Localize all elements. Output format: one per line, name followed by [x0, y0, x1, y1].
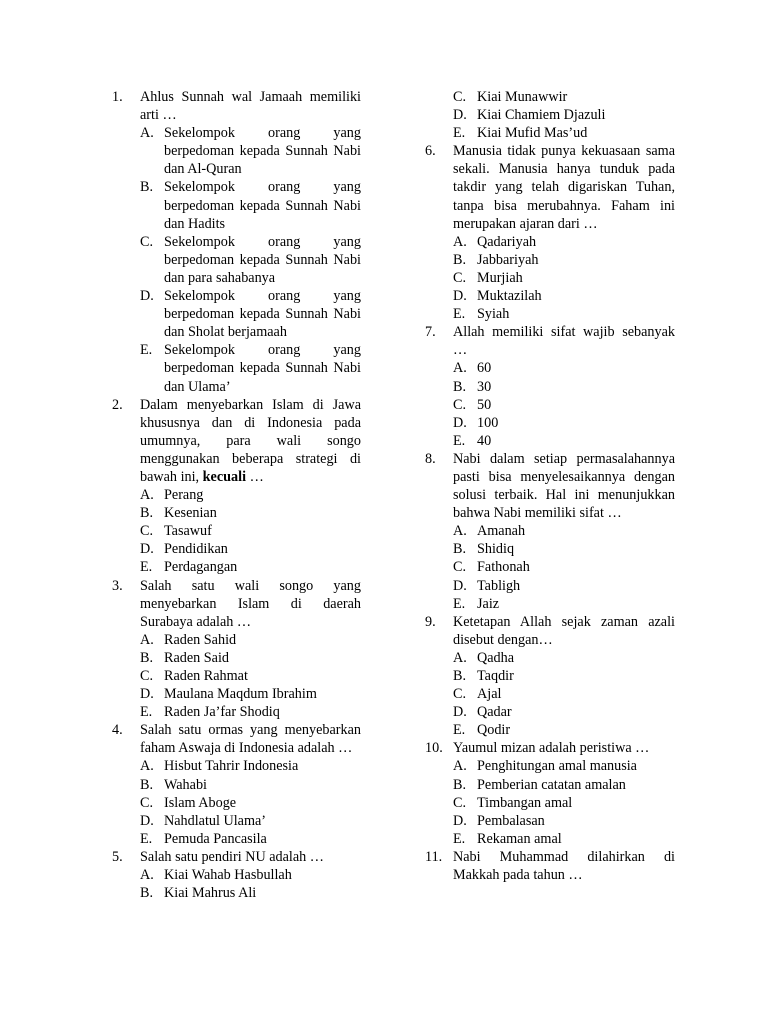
- option-a[interactable]: [453, 233, 675, 251]
- question-number: 1.: [112, 89, 123, 105]
- option-letter: E.: [140, 704, 153, 721]
- question-number: 6.: [425, 143, 436, 160]
- question-number: 5.: [112, 848, 123, 865]
- option-a[interactable]: [140, 631, 361, 649]
- question-1: [112, 88, 361, 396]
- option-a[interactable]: [453, 359, 675, 377]
- option-e[interactable]: [140, 558, 361, 576]
- option-e[interactable]: [140, 341, 361, 395]
- option-letter: D.: [453, 704, 467, 721]
- question-text-main: Dalam menyebarkan Islam di Jawa khususnya dan di Indonesia pada umumnya, para wali songo menggunakan beberapa strategi di bawah ini,: [140, 396, 361, 485]
- option-letter: B.: [453, 776, 467, 793]
- option-text: Pembalasan: [477, 812, 545, 829]
- option-letter: D.: [453, 414, 467, 431]
- option-letter: C.: [140, 523, 154, 540]
- option-text: Maulana Maqdum Ibrahim: [164, 686, 317, 703]
- question-4: [112, 721, 361, 848]
- option-e[interactable]: [453, 595, 675, 613]
- option-text: Fathonah: [477, 559, 530, 576]
- option-text: 60: [477, 360, 492, 377]
- option-letter: D.: [453, 812, 467, 829]
- option-letter: C.: [140, 794, 154, 811]
- option-a[interactable]: [453, 522, 675, 540]
- option-d[interactable]: [453, 414, 675, 432]
- option-letter: B.: [140, 649, 154, 666]
- option-b[interactable]: [140, 504, 361, 522]
- option-text: Kiai Mufid Mas’ud: [477, 125, 588, 142]
- question-text: Nabi Muhammad dilahirkan di Makkah pada tahun …: [453, 848, 675, 884]
- option-b[interactable]: [140, 178, 361, 232]
- question-text: Manusia tidak punya kekuasaan sama sekali. Manusia hanya tunduk pada takdir yang telah digariskan Tuhan, tanpa bisa merubahnya. Faham ini merupakan ajaran dari …: [453, 143, 675, 232]
- option-text: Sekelompok orang yang berpedoman kepada Sunnah Nabi dan para sahabanya: [164, 233, 361, 286]
- option-a[interactable]: [140, 866, 361, 884]
- option-text: Kiai Munawwir: [477, 89, 568, 105]
- option-text: Amanah: [477, 523, 526, 540]
- question-number: 3.: [112, 577, 123, 594]
- question-body: [453, 142, 675, 323]
- option-a[interactable]: [140, 757, 361, 775]
- option-text: Rekaman amal: [477, 830, 562, 847]
- option-letter: B.: [140, 885, 154, 902]
- option-letter: A.: [453, 233, 467, 250]
- option-c[interactable]: [140, 522, 361, 540]
- right-column: [425, 88, 675, 884]
- question-text: Ahlus Sunnah wal Jamaah memiliki arti …: [140, 89, 361, 124]
- option-text: Pendidikan: [164, 541, 228, 558]
- option-letter: C.: [453, 396, 467, 413]
- question-body: [453, 323, 675, 450]
- option-e[interactable]: [453, 432, 675, 450]
- option-a[interactable]: [453, 757, 675, 775]
- option-letter: A.: [453, 649, 467, 666]
- question-body: [453, 848, 675, 884]
- option-text: Taqdir: [477, 668, 514, 684]
- option-letter: B.: [140, 776, 154, 793]
- option-text: Raden Rahmat: [164, 668, 248, 684]
- option-d[interactable]: [453, 703, 675, 721]
- option-c[interactable]: [453, 685, 675, 703]
- question-number: 7.: [425, 324, 436, 341]
- question-text: Yaumul mizan adalah peristiwa …: [453, 740, 650, 757]
- option-text: Timbangan amal: [477, 794, 573, 811]
- option-e[interactable]: [140, 703, 361, 721]
- option-text: Wahabi: [164, 776, 207, 793]
- option-letter: A.: [140, 867, 154, 884]
- question-text: Salah satu ormas yang menyebarkan faham Aswaja di Indonesia adalah …: [140, 722, 361, 757]
- question-text: Salah satu wali songo yang menyebarkan Islam di daerah Surabaya adalah …: [140, 577, 361, 630]
- option-letter: A.: [140, 487, 154, 504]
- option-text: Kiai Chamiem Djazuli: [477, 107, 606, 124]
- option-letter: B.: [453, 251, 467, 268]
- option-text: 40: [477, 432, 492, 449]
- option-letter: A.: [453, 360, 467, 377]
- question-number: 10.: [425, 740, 443, 757]
- option-letter: E.: [453, 125, 466, 142]
- option-b[interactable]: [453, 776, 675, 794]
- left-column: [112, 88, 361, 902]
- question-body: [453, 739, 675, 848]
- option-d[interactable]: [140, 287, 361, 341]
- option-letter: B.: [140, 505, 154, 522]
- question-text: Allah memiliki sifat wajib sebanyak …: [453, 324, 675, 359]
- option-text: Qodir: [477, 722, 511, 739]
- option-letter: C.: [453, 794, 467, 811]
- question-5-continued-options: [425, 88, 675, 142]
- option-text: Kiai Wahab Hasbullah: [164, 867, 292, 884]
- option-a[interactable]: [140, 486, 361, 504]
- option-letter: D.: [140, 686, 154, 703]
- option-letter: A.: [453, 758, 467, 775]
- option-b[interactable]: [453, 251, 675, 269]
- option-text: Pemuda Pancasila: [164, 830, 267, 847]
- option-b[interactable]: [453, 378, 675, 396]
- option-letter: B.: [140, 179, 154, 196]
- option-text: 30: [477, 378, 492, 395]
- option-letter: C.: [140, 233, 154, 250]
- option-d[interactable]: [140, 685, 361, 703]
- option-d[interactable]: [140, 540, 361, 558]
- question-body: [140, 88, 361, 396]
- option-text: Shidiq: [477, 541, 515, 558]
- option-text: 50: [477, 396, 492, 413]
- option-letter: D.: [453, 577, 467, 594]
- option-d[interactable]: [140, 812, 361, 830]
- question-6: [425, 142, 675, 323]
- option-text: 100: [477, 414, 499, 431]
- option-letter: D.: [140, 288, 154, 305]
- option-letter: E.: [453, 595, 466, 612]
- option-text: Perdagangan: [164, 559, 238, 576]
- option-text: Ajal: [477, 686, 502, 703]
- option-text: Sekelompok orang yang berpedoman kepada Sunnah Nabi dan Sholat berjamaah: [164, 288, 361, 341]
- option-c[interactable]: [453, 88, 675, 106]
- option-e[interactable]: [453, 721, 675, 739]
- option-letter: E.: [140, 830, 153, 847]
- option-letter: C.: [453, 686, 467, 703]
- option-text: Raden Said: [164, 649, 230, 666]
- question-text-ellipsis: …: [249, 468, 264, 485]
- option-e[interactable]: [453, 305, 675, 323]
- question-body: [453, 450, 675, 613]
- option-text: Qadha: [477, 649, 515, 666]
- option-e[interactable]: [453, 124, 675, 142]
- option-text: Perang: [164, 487, 204, 504]
- option-e[interactable]: [140, 830, 361, 848]
- option-letter: E.: [140, 342, 153, 359]
- question-8: [425, 450, 675, 613]
- option-text: Jaiz: [477, 595, 500, 612]
- option-e[interactable]: [453, 830, 675, 848]
- question-number: 9.: [425, 613, 436, 630]
- option-letter: B.: [453, 378, 467, 395]
- option-text: Penghitungan amal manusia: [477, 758, 637, 775]
- question-text: Ketetapan Allah sejak zaman azali disebut dengan…: [453, 613, 675, 648]
- option-letter: C.: [453, 269, 467, 286]
- option-text: Qadariyah: [477, 233, 537, 250]
- option-text: Syiah: [477, 306, 510, 323]
- option-b[interactable]: [140, 649, 361, 667]
- option-text: Tasawuf: [164, 523, 212, 540]
- option-text: Sekelompok orang yang berpedoman kepada Sunnah Nabi dan Ulama’: [164, 342, 361, 395]
- option-text: Nahdlatul Ulama’: [164, 812, 267, 829]
- option-b[interactable]: [140, 884, 361, 902]
- option-c[interactable]: [453, 558, 675, 576]
- option-d[interactable]: [453, 812, 675, 830]
- option-c[interactable]: [453, 396, 675, 414]
- option-letter: D.: [140, 812, 154, 829]
- question-7: [425, 323, 675, 450]
- option-b[interactable]: [140, 776, 361, 794]
- option-text: Pemberian catatan amalan: [477, 776, 626, 793]
- option-text: Kiai Mahrus Ali: [164, 885, 257, 902]
- question-2: [112, 396, 361, 577]
- question-11: [425, 848, 675, 884]
- option-letter: E.: [453, 830, 466, 847]
- option-a[interactable]: [140, 124, 361, 178]
- question-9: [425, 613, 675, 740]
- option-letter: C.: [453, 559, 467, 576]
- option-letter: E.: [140, 559, 153, 576]
- option-a[interactable]: [453, 649, 675, 667]
- option-text: Raden Sahid: [164, 631, 237, 648]
- option-letter: C.: [453, 89, 467, 105]
- option-letter: E.: [453, 432, 466, 449]
- question-5: [112, 848, 361, 902]
- question-number: 2.: [112, 396, 123, 413]
- question-text: [140, 396, 361, 486]
- option-text: Islam Aboge: [164, 794, 237, 811]
- option-c[interactable]: [453, 269, 675, 287]
- option-letter: D.: [453, 107, 467, 124]
- question-text: Nabi dalam setiap permasalahannya pasti bisa menyelesaikannya dengan solusi terbaik. Hal ini menunjukkan bahwa Nabi memiliki sifat …: [453, 450, 675, 522]
- question-body: [140, 577, 361, 722]
- option-text: Jabbariyah: [477, 251, 539, 268]
- option-letter: A.: [140, 758, 154, 775]
- question-body: [453, 613, 675, 740]
- option-text: Hisbut Tahrir Indonesia: [164, 758, 299, 775]
- question-body: [140, 848, 361, 902]
- option-letter: B.: [453, 668, 467, 684]
- option-letter: D.: [140, 541, 154, 558]
- option-b[interactable]: [453, 540, 675, 558]
- option-text: Raden Ja’far Shodiq: [164, 704, 280, 721]
- option-letter: A.: [453, 523, 467, 540]
- option-letter: E.: [453, 722, 466, 739]
- question-body: [140, 396, 361, 577]
- question-number: 4.: [112, 722, 123, 739]
- option-d[interactable]: [453, 577, 675, 595]
- question-number: 11.: [425, 848, 443, 865]
- option-b[interactable]: [453, 667, 675, 685]
- option-c[interactable]: [140, 794, 361, 812]
- option-text: Tabligh: [477, 577, 521, 594]
- option-text: Sekelompok orang yang berpedoman kepada Sunnah Nabi dan Hadits: [164, 179, 361, 232]
- option-text: Murjiah: [477, 269, 523, 286]
- option-letter: B.: [453, 541, 467, 558]
- option-letter: A.: [140, 125, 154, 142]
- question-10: [425, 739, 675, 848]
- option-c[interactable]: [140, 667, 361, 685]
- question-3: [112, 577, 361, 722]
- question-text-emphasis: kecuali: [202, 468, 247, 485]
- question-text: Salah satu pendiri NU adalah …: [140, 848, 324, 865]
- option-letter: C.: [140, 668, 154, 684]
- option-text: Sekelompok orang yang berpedoman kepada Sunnah Nabi dan Al-Quran: [164, 125, 361, 178]
- option-letter: E.: [453, 306, 466, 323]
- option-c[interactable]: [140, 233, 361, 287]
- option-c[interactable]: [453, 794, 675, 812]
- option-d[interactable]: [453, 287, 675, 305]
- option-d[interactable]: [453, 106, 675, 124]
- option-text: Qadar: [477, 704, 512, 721]
- option-letter: D.: [453, 288, 467, 305]
- option-letter: A.: [140, 631, 154, 648]
- question-number: 8.: [425, 450, 436, 467]
- option-text: Muktazilah: [477, 288, 542, 305]
- question-body: [140, 721, 361, 848]
- option-text: Kesenian: [164, 505, 217, 522]
